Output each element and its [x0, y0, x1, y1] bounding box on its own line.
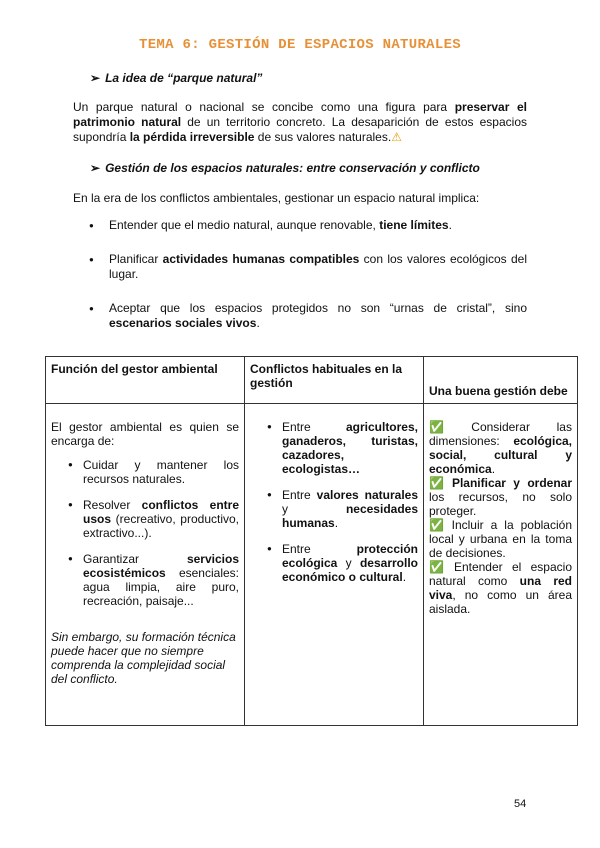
section-heading-text: La idea de “parque natural” — [105, 71, 263, 85]
text-run: Entre — [282, 542, 357, 556]
bold-run: agricultores, ganaderos, turistas, cazadores, ecologistas… — [282, 420, 418, 476]
text-run: Considerar las dimensiones: — [429, 420, 572, 448]
text-run: Entender el espacio natural como — [429, 560, 572, 588]
parque-paragraph — [73, 100, 527, 145]
text-run: . — [256, 316, 260, 330]
text-run: Un parque natural o nacional se concibe como una figura para — [73, 100, 455, 114]
check-icon: ✅ — [429, 476, 448, 490]
arrow-bullet-icon: ➢ — [90, 161, 101, 175]
bold-run: ecológica, social, cultural y económica — [429, 434, 572, 476]
bold-run: escenarios sociales vivos — [109, 316, 257, 330]
text-run: Entender que el medio natural, aunque renovable, — [109, 218, 380, 232]
text-run: . — [491, 462, 496, 476]
text-run: de sus valores naturales. — [254, 130, 392, 144]
buena-gestion-item-2 — [429, 476, 572, 518]
bold-run: una red viva — [429, 574, 572, 602]
table-header-funcion: Función del gestor ambiental — [46, 357, 245, 404]
text-run: Entre — [282, 488, 317, 502]
check-icon: ✅ — [429, 560, 450, 574]
bold-run: Planificar y ordenar — [451, 476, 572, 490]
list-item — [250, 420, 418, 476]
text-run: Resolver — [83, 498, 142, 512]
page-number: 54 — [514, 798, 527, 810]
text-run: , no como un área aislada. — [429, 588, 572, 616]
list-item — [73, 301, 527, 331]
arrow-bullet-icon: ➢ — [90, 71, 101, 85]
text-run: . — [402, 570, 407, 584]
table-header-buena-gestion: Una buena gestión debe — [424, 357, 578, 404]
list-item — [51, 552, 239, 608]
list-item — [73, 252, 527, 282]
text-run: con los valores ecológicos del lugar. — [109, 252, 527, 281]
text-run: y — [282, 502, 346, 516]
gestion-intro: En la era de los conflictos ambientales, gestionar un espacio natural implica: — [73, 191, 480, 205]
section-heading-parque — [90, 71, 262, 86]
warning-icon: ⚠ — [391, 130, 402, 144]
list-item — [51, 498, 239, 540]
list-item: ● Cuidar y mantener los recursos naturales. — [51, 458, 239, 486]
conflictos-list — [250, 420, 418, 584]
text-run: de un territorio concreto. La desaparición de estos espacios supondría — [73, 115, 527, 144]
table-cell-funcion — [46, 404, 245, 726]
check-icon: ✅ — [429, 420, 468, 434]
buena-gestion-item-1 — [429, 420, 572, 476]
text-run: (recreativo, productivo, extractivo...). — [83, 512, 239, 540]
table-cell-conflictos — [245, 404, 424, 726]
cell-note: Sin embargo, su formación técnica puede hacer que no siempre comprenda la complejidad social del conflicto. — [51, 630, 236, 686]
text-run: y — [337, 556, 360, 570]
text-run: Garantizar — [83, 552, 187, 566]
gestion-bullets — [73, 218, 527, 331]
text-run: . — [448, 218, 452, 232]
cell-intro: El gestor ambiental es quien se encarga de: — [51, 420, 239, 448]
bold-run: actividades humanas compatibles — [162, 252, 360, 266]
bold-run: protección ecológica — [282, 542, 418, 570]
table-header-conflictos: Conflictos habituales en la gestión — [245, 357, 424, 404]
page-title: TEMA 6: GESTIÓN DE ESPACIOS NATURALES — [139, 37, 461, 53]
text-run: Entre — [282, 420, 346, 434]
list-item — [250, 488, 418, 530]
bold-run: la pérdida irreversible — [129, 130, 255, 144]
check-icon: ✅ — [429, 518, 448, 532]
list-item — [73, 218, 527, 233]
bold-run: conflictos entre usos — [83, 498, 239, 526]
list-item — [250, 542, 418, 584]
buena-gestion-item-4 — [429, 560, 572, 616]
funcion-list — [51, 458, 239, 608]
gestion-table — [45, 356, 578, 726]
text-run: Aceptar que los espacios protegidos no son “urnas de cristal”, sino — [109, 301, 527, 315]
bold-run: tiene límites — [379, 218, 449, 232]
table-cell-buena-gestion — [424, 404, 578, 726]
section-heading-text: Gestión de los espacios naturales: entre conservación y conflicto — [105, 161, 480, 175]
bold-run: valores naturales — [316, 488, 419, 502]
section-heading-gestion — [90, 161, 480, 176]
buena-gestion-item-3 — [429, 518, 572, 560]
text-run: Incluir a la población local y urbana en la toma de decisiones. — [429, 518, 572, 560]
bold-run: preservar el patrimonio natural — [73, 100, 527, 129]
bold-run: desarrollo económico o cultural — [282, 556, 418, 584]
text-run: los recursos, no solo proteger. — [429, 490, 572, 518]
bold-run: servicios ecosistémicos — [83, 552, 239, 580]
text-run: . — [334, 516, 339, 530]
text-run: esenciales: agua limpia, aire puro, recreación, paisaje... — [83, 566, 239, 608]
bold-run: necesidades humanas — [282, 502, 418, 530]
text-run: Planificar — [109, 252, 163, 266]
